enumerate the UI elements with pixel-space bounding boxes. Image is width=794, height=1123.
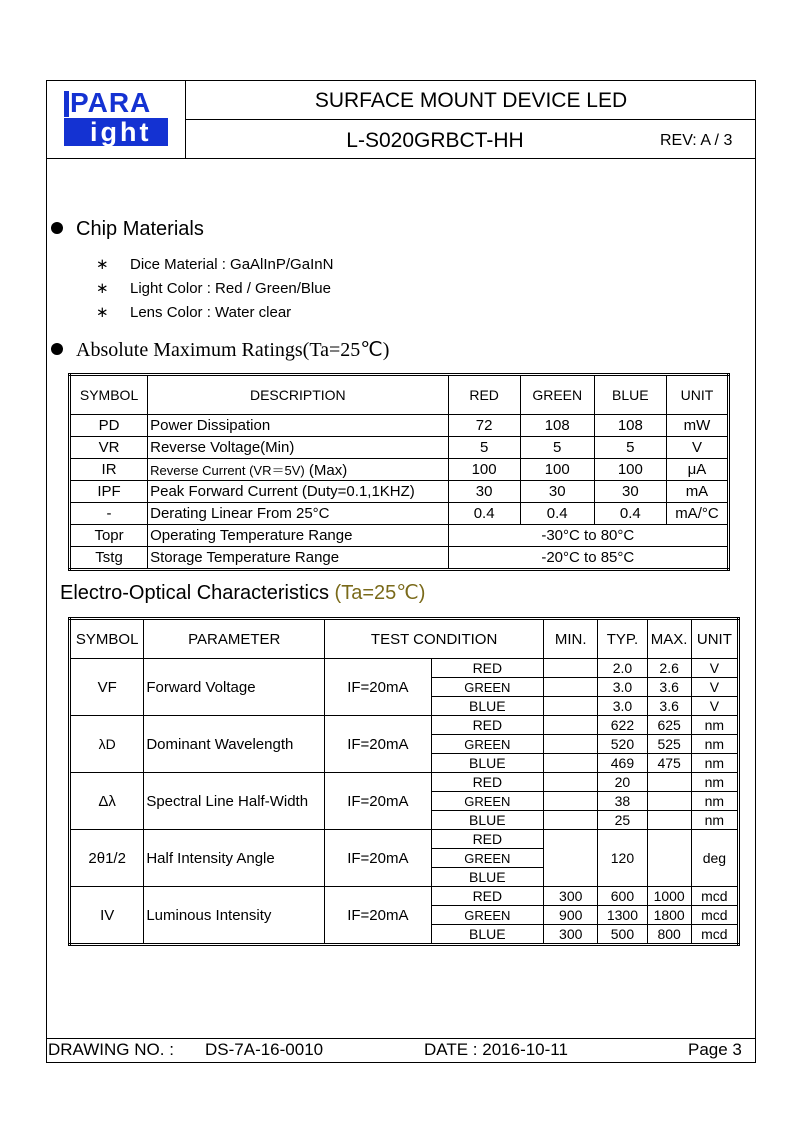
unit-cell: deg bbox=[691, 830, 738, 887]
unit-cell: nm bbox=[691, 735, 738, 754]
parameter-cell: Half Intensity Angle bbox=[144, 830, 325, 887]
unit-cell: nm bbox=[691, 792, 738, 811]
document-title: SURFACE MOUNT DEVICE LED bbox=[314, 89, 628, 112]
absolute-max-table bbox=[68, 373, 730, 571]
unit-cell: nm bbox=[691, 754, 738, 773]
section-title-absolute-max: Absolute Maximum Ratings(Ta=25℃) bbox=[76, 339, 390, 361]
table-row bbox=[70, 716, 739, 735]
column-header: UNIT bbox=[691, 619, 738, 659]
max-cell bbox=[647, 830, 691, 887]
symbol-cell: Δλ bbox=[70, 773, 144, 830]
column-header: SYMBOL bbox=[70, 619, 144, 659]
min-cell bbox=[544, 811, 598, 830]
condition-cell: IF=20mA bbox=[325, 887, 431, 945]
table-row bbox=[70, 481, 729, 503]
part-number: L-S020GRBCT-HH bbox=[346, 129, 524, 152]
company-logo bbox=[64, 89, 168, 147]
max-cell bbox=[647, 792, 691, 811]
material-item: Lens Color : Water clear bbox=[130, 304, 292, 321]
min-cell: 300 bbox=[544, 925, 598, 945]
condition-cell: IF=20mA bbox=[325, 830, 431, 887]
table-row bbox=[70, 773, 739, 792]
max-cell bbox=[647, 773, 691, 792]
value-cell: 5 bbox=[520, 437, 594, 459]
description-text: (Max) bbox=[304, 462, 348, 479]
unit-cell: nm bbox=[691, 716, 738, 735]
value-cell: 5 bbox=[448, 437, 520, 459]
min-cell bbox=[544, 659, 598, 678]
parameter-cell: Forward Voltage bbox=[144, 659, 325, 716]
max-cell: 525 bbox=[647, 735, 691, 754]
symbol-cell: Topr bbox=[70, 525, 148, 547]
typ-cell: 120 bbox=[598, 830, 647, 887]
table-row bbox=[70, 547, 729, 570]
logo-bar bbox=[64, 91, 69, 117]
typ-cell: 25 bbox=[598, 811, 647, 830]
min-cell bbox=[544, 792, 598, 811]
drawing-number: DS-7A-16-0010 bbox=[205, 1040, 324, 1059]
unit-cell: mcd bbox=[691, 906, 738, 925]
typ-cell: 3.0 bbox=[598, 678, 647, 697]
typ-cell: 520 bbox=[598, 735, 647, 754]
value-cell: 100 bbox=[594, 459, 666, 481]
min-cell bbox=[544, 773, 598, 792]
logo-block bbox=[64, 118, 168, 146]
min-cell: 300 bbox=[544, 887, 598, 906]
column-header: RED bbox=[448, 375, 520, 415]
table-row bbox=[70, 659, 739, 678]
color-cell: RED bbox=[431, 773, 544, 792]
unit-cell: mA/°C bbox=[666, 503, 728, 525]
value-cell: 108 bbox=[520, 415, 594, 437]
color-cell: GREEN bbox=[431, 678, 544, 697]
page-number: Page 3 bbox=[688, 1040, 742, 1059]
parameter-cell: Spectral Line Half-Width bbox=[144, 773, 325, 830]
min-cell bbox=[544, 830, 598, 887]
section-title-text: Electro-Optical Characteristics bbox=[60, 582, 335, 604]
unit-cell: nm bbox=[691, 811, 738, 830]
color-cell: RED bbox=[431, 716, 544, 735]
min-cell: 900 bbox=[544, 906, 598, 925]
typ-cell: 2.0 bbox=[598, 659, 647, 678]
max-cell: 475 bbox=[647, 754, 691, 773]
column-header: UNIT bbox=[666, 375, 728, 415]
unit-cell: V bbox=[691, 697, 738, 716]
min-cell bbox=[544, 716, 598, 735]
asterisk-icon: ∗ bbox=[96, 304, 109, 321]
description-cell: Storage Temperature Range bbox=[148, 547, 448, 570]
document-date: DATE : 2016-10-11 bbox=[424, 1040, 568, 1059]
table-row bbox=[70, 887, 739, 906]
typ-cell: 622 bbox=[598, 716, 647, 735]
max-cell: 2.6 bbox=[647, 659, 691, 678]
column-header: GREEN bbox=[520, 375, 594, 415]
description-text: Reverse Current (VR＝5V) bbox=[150, 463, 305, 478]
typ-cell: 20 bbox=[598, 773, 647, 792]
symbol-cell: VR bbox=[70, 437, 148, 459]
unit-cell: V bbox=[691, 678, 738, 697]
color-cell: BLUE bbox=[431, 811, 544, 830]
parameter-cell: Luminous Intensity bbox=[144, 887, 325, 945]
column-header: PARAMETER bbox=[144, 619, 325, 659]
typ-cell: 3.0 bbox=[598, 697, 647, 716]
table-header-row bbox=[70, 375, 729, 415]
description-cell: Operating Temperature Range bbox=[148, 525, 448, 547]
value-cell: 0.4 bbox=[520, 503, 594, 525]
value-cell: 0.4 bbox=[448, 503, 520, 525]
asterisk-icon: ∗ bbox=[96, 280, 109, 297]
color-cell: RED bbox=[431, 830, 544, 849]
range-cell: -30°C to 80°C bbox=[448, 525, 728, 547]
column-header: SYMBOL bbox=[70, 375, 148, 415]
value-cell: 5 bbox=[594, 437, 666, 459]
color-cell: GREEN bbox=[431, 906, 544, 925]
symbol-cell: λD bbox=[70, 716, 144, 773]
unit-cell: V bbox=[666, 437, 728, 459]
range-cell: -20°C to 85°C bbox=[448, 547, 728, 570]
unit-cell: V bbox=[691, 659, 738, 678]
symbol-cell: PD bbox=[70, 415, 148, 437]
value-cell: 100 bbox=[520, 459, 594, 481]
table-row bbox=[70, 437, 729, 459]
electro-optical-table bbox=[68, 617, 740, 946]
column-header: DESCRIPTION bbox=[148, 375, 448, 415]
typ-cell: 600 bbox=[598, 887, 647, 906]
symbol-cell: - bbox=[70, 503, 148, 525]
color-cell: BLUE bbox=[431, 868, 544, 887]
max-cell: 625 bbox=[647, 716, 691, 735]
table-row bbox=[70, 415, 729, 437]
section-title-condition: (Ta=25℃) bbox=[334, 582, 426, 604]
color-cell: RED bbox=[431, 887, 544, 906]
unit-cell: mcd bbox=[691, 925, 738, 945]
revision: REV: A / 3 bbox=[660, 132, 733, 149]
column-header: TEST CONDITION bbox=[325, 619, 544, 659]
color-cell: GREEN bbox=[431, 735, 544, 754]
logo-text-bottom: ight bbox=[90, 117, 152, 147]
min-cell bbox=[544, 678, 598, 697]
max-cell: 1800 bbox=[647, 906, 691, 925]
column-header: MAX. bbox=[647, 619, 691, 659]
symbol-cell: VF bbox=[70, 659, 144, 716]
description-cell: Reverse Voltage(Min) bbox=[148, 437, 448, 459]
typ-cell: 38 bbox=[598, 792, 647, 811]
max-cell: 3.6 bbox=[647, 697, 691, 716]
min-cell bbox=[544, 697, 598, 716]
logo-text-top: PARA bbox=[70, 87, 152, 118]
drawing-number-label: DRAWING NO. : bbox=[48, 1040, 174, 1059]
description-cell: Derating Linear From 25°C bbox=[148, 503, 448, 525]
table-header-row bbox=[70, 619, 739, 659]
table-row bbox=[70, 503, 729, 525]
value-cell: 108 bbox=[594, 415, 666, 437]
unit-cell: mW bbox=[666, 415, 728, 437]
color-cell: BLUE bbox=[431, 754, 544, 773]
min-cell bbox=[544, 754, 598, 773]
section-title-chip-materials: Chip Materials bbox=[76, 218, 204, 240]
value-cell: 72 bbox=[448, 415, 520, 437]
typ-cell: 1300 bbox=[598, 906, 647, 925]
value-cell: 30 bbox=[448, 481, 520, 503]
condition-cell: IF=20mA bbox=[325, 716, 431, 773]
bullet-icon bbox=[51, 343, 63, 355]
typ-cell: 500 bbox=[598, 925, 647, 945]
table-row bbox=[70, 459, 729, 481]
color-cell: GREEN bbox=[431, 792, 544, 811]
symbol-cell: 2θ1/2 bbox=[70, 830, 144, 887]
symbol-cell: IR bbox=[70, 459, 148, 481]
unit-cell: mcd bbox=[691, 887, 738, 906]
description-cell bbox=[148, 459, 448, 481]
value-cell: 100 bbox=[448, 459, 520, 481]
value-cell: 30 bbox=[520, 481, 594, 503]
condition-cell: IF=20mA bbox=[325, 659, 431, 716]
max-cell: 3.6 bbox=[647, 678, 691, 697]
column-header: MIN. bbox=[544, 619, 598, 659]
min-cell bbox=[544, 735, 598, 754]
unit-cell: nm bbox=[691, 773, 738, 792]
table-row bbox=[70, 525, 729, 547]
material-item: Dice Material : GaAlInP/GaInN bbox=[130, 256, 334, 273]
max-cell: 800 bbox=[647, 925, 691, 945]
symbol-cell: IV bbox=[70, 887, 144, 945]
max-cell: 1000 bbox=[647, 887, 691, 906]
column-header: TYP. bbox=[598, 619, 647, 659]
parameter-cell: Dominant Wavelength bbox=[144, 716, 325, 773]
material-item: Light Color : Red / Green/Blue bbox=[130, 280, 331, 297]
color-cell: GREEN bbox=[431, 849, 544, 868]
asterisk-icon: ∗ bbox=[96, 256, 109, 273]
unit-cell: mA bbox=[666, 481, 728, 503]
value-cell: 30 bbox=[594, 481, 666, 503]
symbol-cell: Tstg bbox=[70, 547, 148, 570]
description-cell: Peak Forward Current (Duty=0.1,1KHZ) bbox=[148, 481, 448, 503]
typ-cell: 469 bbox=[598, 754, 647, 773]
max-cell bbox=[647, 811, 691, 830]
symbol-cell: IPF bbox=[70, 481, 148, 503]
color-cell: BLUE bbox=[431, 697, 544, 716]
header-divider bbox=[46, 158, 756, 159]
column-header: BLUE bbox=[594, 375, 666, 415]
color-cell: RED bbox=[431, 659, 544, 678]
bullet-icon bbox=[51, 222, 63, 234]
color-cell: BLUE bbox=[431, 925, 544, 945]
value-cell: 0.4 bbox=[594, 503, 666, 525]
description-cell: Power Dissipation bbox=[148, 415, 448, 437]
unit-cell: μA bbox=[666, 459, 728, 481]
condition-cell: IF=20mA bbox=[325, 773, 431, 830]
table-row bbox=[70, 830, 739, 849]
section-title-electro-optical bbox=[60, 581, 425, 605]
